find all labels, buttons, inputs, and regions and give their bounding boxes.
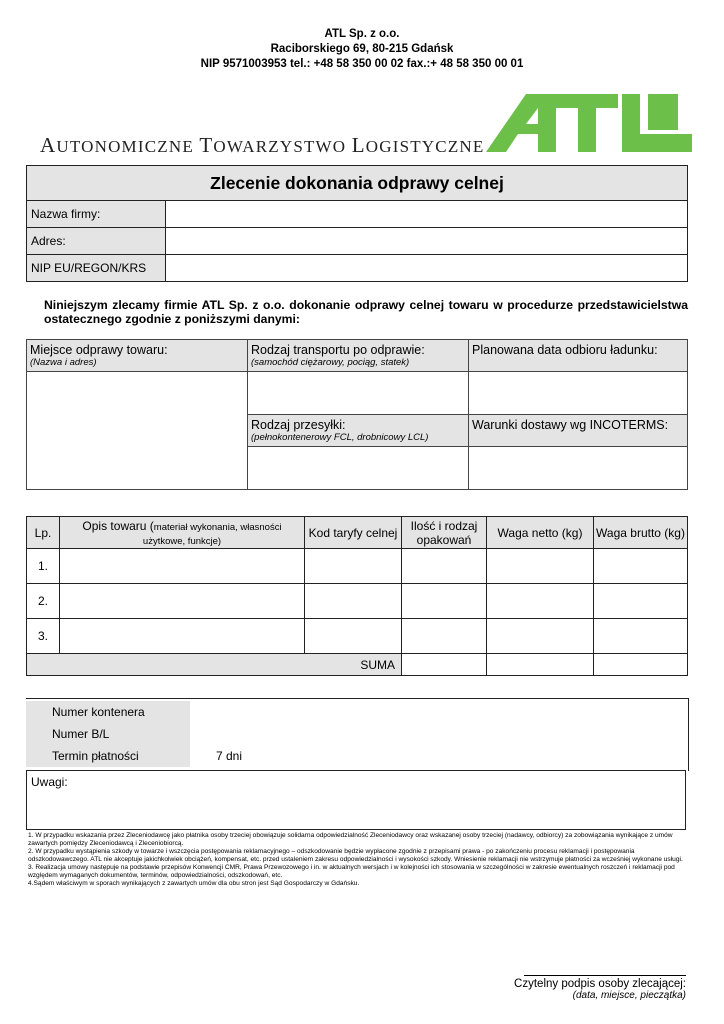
form-title: Zlecenie dokonania odprawy celnej: [27, 166, 688, 201]
gross-weight-header: Waga brutto (kg): [594, 517, 688, 549]
packaging-cell[interactable]: [402, 619, 487, 654]
table-row: [27, 584, 688, 619]
sum-packaging-cell[interactable]: [402, 654, 487, 676]
gross-weight-cell[interactable]: [594, 549, 688, 584]
tariff-cell[interactable]: [305, 619, 402, 654]
tariff-code-header: Kod taryfy celnej: [305, 517, 402, 549]
company-address: Raciborskiego 69, 80-215 Gdańsk: [270, 43, 454, 55]
term-item: 1. W przypadku wskazania przez Zleceniodawcę jako płatnika osoby trzeciej obowiązuje solidarna odpowiedzialność Zleceniodawcy oraz wskazanej osoby trzeciej (nadawcy, odbiorcy) za zobowiązania wynikające z umów zawartych pomiędzy Zleceniodawcą i Zleceniobiorcą.: [28, 832, 673, 847]
signature-label: Czytelny podpis osoby zlecającej:: [514, 978, 686, 990]
goods-table: [26, 516, 688, 676]
term-item: 3. Realizacja umowy następuje na podstawie przepisów Konwencji CMR, Prawa Przewozowego i in. w aktualnych wersjach i w kolejności ich stosowania w szczególności w zakresie ewentualnych roszczeń i reklamacji pod względem wymaganych dokumentów, terminów, odpowiedzialności, odszkodowań, etc.: [28, 864, 675, 879]
container-number-field[interactable]: [216, 701, 676, 723]
clearance-place-header: Miejsce odprawy towaru: (Nazwa i adres): [27, 340, 248, 372]
signature-hint: (data, miejsce, pieczątka): [572, 990, 686, 1001]
table-row: [27, 619, 688, 654]
net-weight-cell[interactable]: [487, 549, 594, 584]
row-number: 3.: [27, 619, 60, 654]
payment-term-value[interactable]: 7 dni: [216, 749, 243, 763]
transport-type-field[interactable]: [248, 372, 469, 415]
bl-number-field[interactable]: [216, 723, 676, 745]
transport-type-header: Rodzaj transportu po odprawie: (samochód ciężarowy, pociąg, statek): [248, 340, 469, 372]
terms-text: [28, 832, 688, 888]
sum-gross-cell[interactable]: [594, 654, 688, 676]
packaging-cell[interactable]: [402, 584, 487, 619]
gross-weight-cell[interactable]: [594, 619, 688, 654]
bl-number-label: Numer B/L: [26, 723, 190, 745]
company-name: ATL Sp. z o.o.: [324, 28, 400, 40]
signature-block: [480, 978, 686, 1001]
sum-label: SUMA: [27, 654, 402, 676]
net-weight-header: Waga netto (kg): [487, 517, 594, 549]
description-header: Opis towaru (materiał wykonania, własności użytkowe, funkcje): [60, 517, 305, 549]
logo-tagline: AUTONOMICZNE TOWARZYSTWO LOGISTYCZNE: [40, 133, 485, 157]
company-contact: NIP 9571003953 tel.: +48 58 350 00 02 fax.:+ 48 58 350 00 01: [200, 58, 524, 70]
term-item: 4.Sądem właściwym w sporach wynikających z zawartych umów dla obu stron jest Sąd Gospodarczy w Gdańsku.: [28, 880, 360, 887]
atl-logo: [486, 90, 692, 152]
pickup-date-field[interactable]: [469, 372, 688, 415]
company-name-label: Nazwa firmy:: [27, 201, 166, 228]
details-block: [26, 698, 689, 771]
address-field[interactable]: [166, 228, 688, 255]
shipment-type-header: Rodzaj przesyłki: (pełnokontenerowy FCL, drobnicowy LCL): [248, 415, 469, 447]
description-cell[interactable]: [60, 619, 305, 654]
client-table: [26, 165, 688, 282]
row-number: 2.: [27, 584, 60, 619]
lp-header: Lp.: [27, 517, 60, 549]
nip-label: NIP EU/REGON/KRS: [27, 255, 166, 282]
gross-weight-cell[interactable]: [594, 584, 688, 619]
clearance-place-field[interactable]: [27, 372, 248, 490]
clearance-table: [26, 339, 688, 490]
packaging-cell[interactable]: [402, 549, 487, 584]
net-weight-cell[interactable]: [487, 584, 594, 619]
nip-field[interactable]: [166, 255, 688, 282]
tariff-cell[interactable]: [305, 584, 402, 619]
intro-text: Niniejszym zlecamy firmie ATL Sp. z o.o. dokonanie odprawy celnej towaru w procedurze przedstawicielstwa ostatecznego zgodnie z poniższymi danymi:: [44, 298, 688, 326]
table-row: [27, 201, 688, 228]
description-cell[interactable]: [60, 584, 305, 619]
company-name-field[interactable]: [166, 201, 688, 228]
sum-net-cell[interactable]: [487, 654, 594, 676]
tariff-cell[interactable]: [305, 549, 402, 584]
pickup-date-header: Planowana data odbioru ładunku:: [469, 340, 688, 372]
table-row: [27, 549, 688, 584]
remarks-label: Uwagi:: [31, 775, 68, 789]
net-weight-cell[interactable]: [487, 619, 594, 654]
term-item: 2. W przypadku wystąpienia szkody w towarze i wszczęcia postępowania reklamacyjnego – odszkodowanie będzie wypłacone zgodnie z przepisami prawa - po zakończeniu procesu reklamacji i postępowania odszkodowawczego. ATL nie akceptuje jakichkolwiek obciążeń, kompensat, etc. przed ustaleniem zakresu odpowiedzialności i wysokości szkody. Wniesienie reklamacji nie wstrzymuje płatności za wcześniej wykonane usługi.: [28, 848, 683, 863]
address-label: Adres:: [27, 228, 166, 255]
packaging-header: Ilość i rodzaj opakowań: [402, 517, 487, 549]
incoterms-field[interactable]: [469, 447, 688, 490]
incoterms-header: Warunki dostawy wg INCOTERMS:: [469, 415, 688, 447]
container-number-label: Numer kontenera: [26, 701, 190, 723]
table-row: [27, 228, 688, 255]
table-row: [27, 255, 688, 282]
row-number: 1.: [27, 549, 60, 584]
shipment-type-field[interactable]: [248, 447, 469, 490]
payment-term-label: Termin płatności: [26, 745, 190, 767]
description-cell[interactable]: [60, 549, 305, 584]
signature-line[interactable]: [524, 975, 686, 976]
remarks-field[interactable]: [26, 770, 686, 830]
